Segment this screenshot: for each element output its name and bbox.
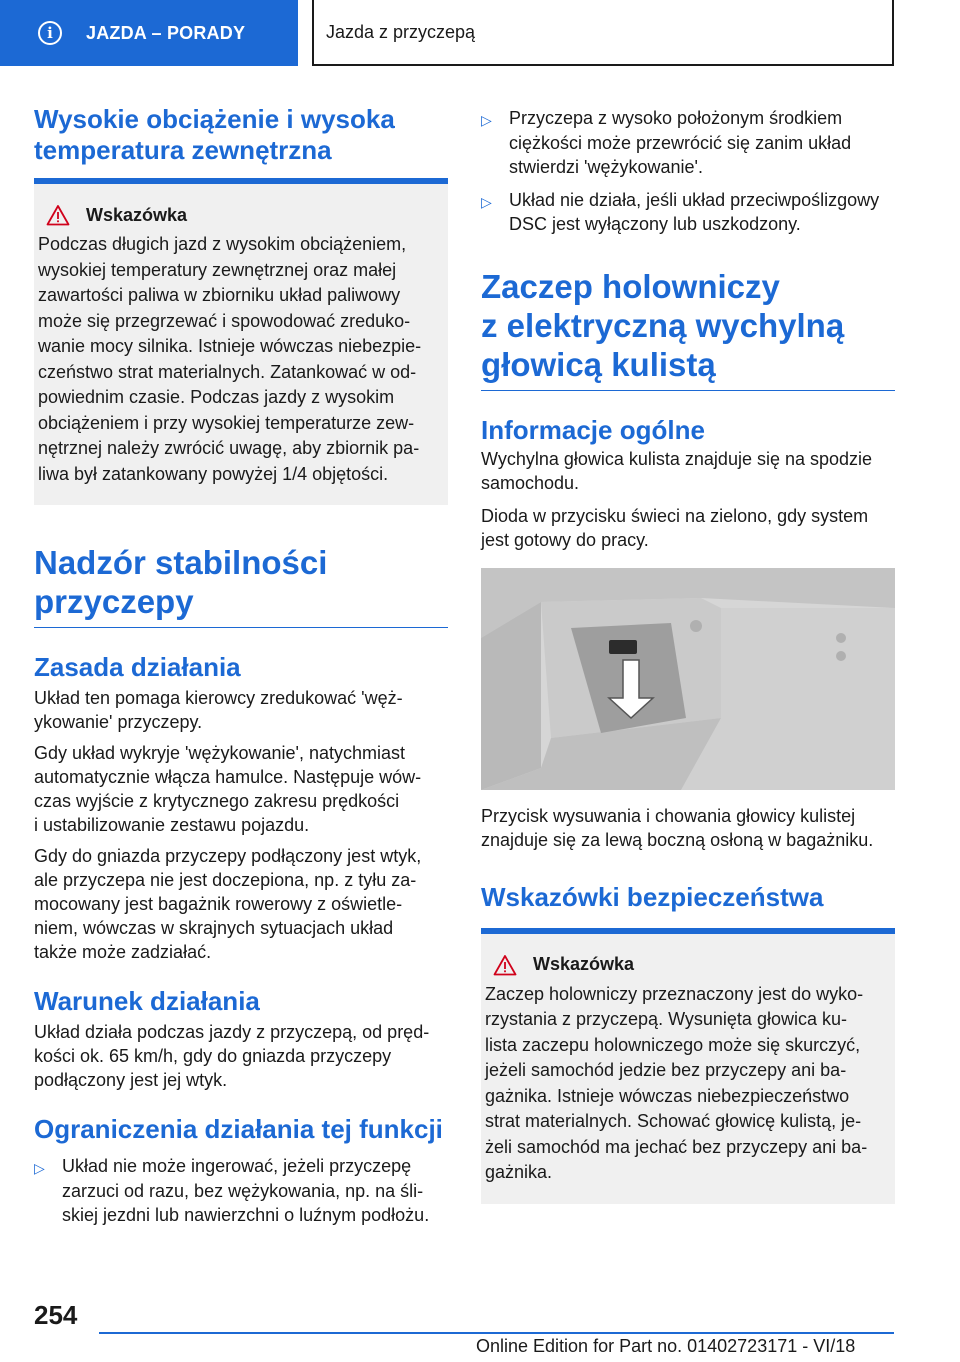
chapter-tow-hitch: Zaczep holowniczy z elektryczną wychylną głowicą kulistą [481,267,845,383]
list-item: ▷ Przyczepa z wysoko położonym środkiem ciężkości może przewrócić się zanim układ stwierdzi 'wężykowanie'. [481,106,895,180]
warning-text: Podczas długich jazd z wysokim obciążeniem, wysokiej temperatury zewnętrznej oraz małej zawartości paliwa w zbiorniku układ paliwowy może się przegrzewać i spowodować zreduko- wanie mocy silnika. Istnieje wówczas niebezpie- czeństwo strat materialnych. Zatankować w od- powiednim czasie. Podczas jazdy z wysokim obciążeniem i przy wysokiej temperaturze zew- nętrznej należy zwrócić uwagę, aby zbiornik pa- liwa był zatankowany powyżej 1/4 objętości. [38,234,422,484]
heading-high-load: Wysokie obciążenie i wysoka temperatura zewnętrzna [34,104,395,165]
chapter-trailer-stability: Nadzór stabilności przyczepy [34,544,328,620]
warning-title: Wskazówka [533,954,635,974]
warning-text: Zaczep holowniczy przeznaczony jest do wyko- rzystania z przyczepą. Wysunięta głowica ku- lista zaczepu holowniczego może się skurczyć, jeżeli samochód jedzie bez przyczepy ani ba- gażnika. Istnieje wówczas niebezpieczeństwo strat materialnych. Schować głowicę kulistą, je- żeli samochód ma jechać bez przyczepy ani ba- gażnika. [485,983,868,1182]
limitations-list-continued [481,106,895,237]
subheading-principle: Zasada działania [34,652,241,682]
paragraph: Dioda w przycisku świeci na zielono, gdy system jest gotowy do pracy. [481,505,869,550]
warning-box [481,934,895,1204]
triangle-bullet-icon: ▷ [481,193,492,210]
list-item: ▷ Układ nie może ingerować, jeżeli przyczepę zarzuci od razu, bez wężykowania, np. na śli- skiej jezdni lub nawierzchni o luźnym podłożu. [34,1154,448,1228]
warning-triangle-icon [46,204,70,226]
trunk-button-photo [481,568,895,790]
subheading-limitations: Ograniczenia działania tej funkcji [34,1114,443,1144]
subheading-condition: Warunek działania [34,986,260,1016]
edition-note: Online Edition for Part no. 01402723171 - VI/18 [476,1336,856,1356]
subheading-safety: Wskazówki bezpieczeństwa [481,881,824,912]
paragraph: Gdy układ wykryje 'wężykowanie', natychmiast automatycznie włącza hamulce. Następuje wów- czas wyjście z krytycznego zakresu prędkości i ustabilizowanie zestawu pojazdu. [34,743,422,835]
paragraph: Układ ten pomaga kierowcy zredukować 'węż- ykowanie' przyczepy. [34,688,403,732]
warning-triangle-icon [493,954,517,976]
chapter-rule [481,390,895,391]
trunk-illustration [481,568,895,790]
paragraph: Układ działa podczas jazdy z przyczepą, od pręd- kości ok. 65 km/h, gdy do gniazda przyczepy podłączony jest jej wtyk. [34,1022,430,1090]
section-title: JAZDA – PORADY [86,22,246,43]
warning-box [34,184,448,505]
chapter-rule [34,627,448,628]
section-tab [0,0,298,66]
limitations-list [34,1154,448,1228]
subheading-general-info: Informacje ogólne [481,414,705,445]
warning-title: Wskazówka [86,204,188,225]
paragraph: Wychylna głowica kulista znajduje się na spodzie samochodu. [481,448,873,493]
list-item: ▷ Układ nie działa, jeśli układ przeciwpoślizgowy DSC jest wyłączony lub uszkodzony. [481,188,895,237]
triangle-bullet-icon: ▷ [481,112,492,128]
footer-rule [99,1332,894,1334]
triangle-bullet-icon: ▷ [34,1160,45,1176]
info-icon: i [38,21,62,45]
page-header [0,0,960,66]
photo-caption: Przycisk wysuwania i chowania głowicy kulistej znajduje się za lewą boczną osłoną w bagażniku. [481,805,874,850]
page-number: 254 [34,1300,78,1330]
paragraph: Gdy do gniazda przyczepy podłączony jest wtyk, ale przyczepa nie jest doczepiona, np. z tyłu za- mocowany jest bagażnik rowerowy z oświetle- niem, wówczas w skrajnych sytuacjach układ także może zadziałać. [34,846,422,962]
subject-title: Jazda z przyczepą [312,0,894,66]
right-column [481,100,895,1204]
left-column [34,100,448,1236]
